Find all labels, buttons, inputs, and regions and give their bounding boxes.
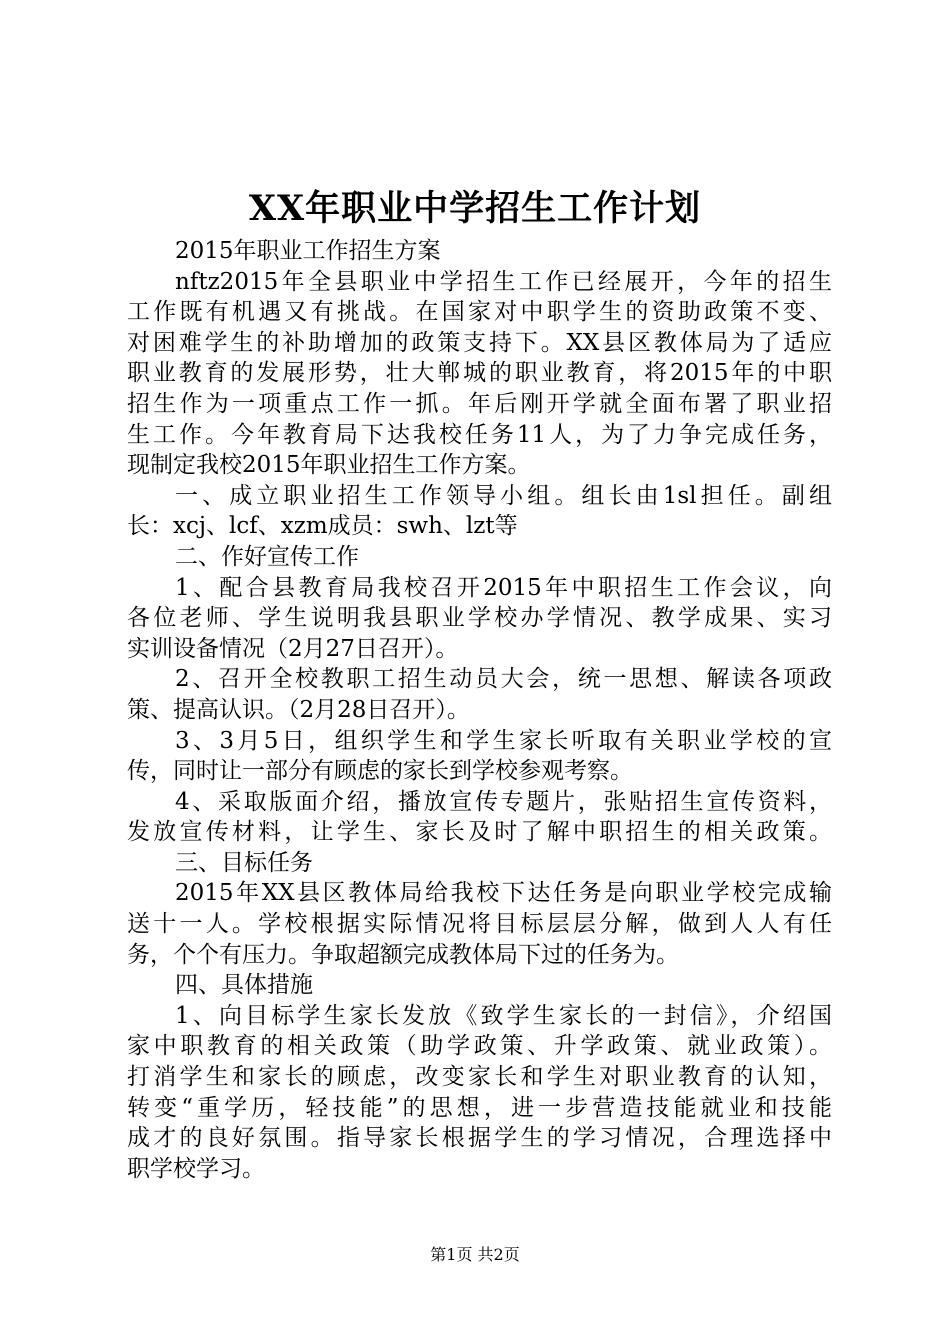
text-line: 2015年职业工作招生方案 bbox=[175, 238, 441, 264]
text-line: nftz2015年全县职业中学招生工作已经展开，今年的招生 bbox=[175, 268, 832, 295]
text-line: 1、配合县教育局我校召开2015年中职招生工作会议，向 bbox=[175, 574, 832, 601]
text-line: 一、成立职业招生工作领导小组。组长由1sl担任。副组 bbox=[175, 482, 832, 509]
text-line: 成才的良好氛围。指导家长根据学生的学习情况，合理选择中 bbox=[127, 1125, 832, 1152]
text-line: 招生作为一项重点工作一抓。年后刚开学就全面布署了职业招 bbox=[127, 390, 832, 417]
document-body bbox=[127, 236, 832, 1184]
text-line: 长：xcj、lcf、xzm成员：swh、lzt等 bbox=[127, 513, 518, 540]
text-line: 二、作好宣传工作 bbox=[175, 543, 359, 570]
text-line: 转变“重学历，轻技能”的思想，进一步营造技能就业和技能 bbox=[127, 1094, 832, 1121]
document-title: XX年职业中学招生工作计划 bbox=[248, 188, 702, 229]
text-line: 实训设备情况（2月27日召开）。 bbox=[127, 635, 459, 662]
text-line: 发放宣传材料，让学生、家长及时了解中职招生的相关政策。 bbox=[127, 819, 832, 846]
page-footer: 第1页 共2页 bbox=[430, 1245, 520, 1264]
text-line: 送十一人。学校根据实际情况将目标层层分解，做到人人有任 bbox=[127, 911, 832, 938]
text-line: 生工作。今年教育局下达我校任务11人，为了力争完成任务， bbox=[127, 421, 832, 448]
text-line: 4、采取版面介绍，播放宣传专题片，张贴招生宣传资料， bbox=[175, 788, 832, 815]
text-line: 三、目标任务 bbox=[175, 849, 313, 876]
text-line: 四、具体措施 bbox=[175, 972, 313, 999]
text-line: 1、向目标学生家长发放《致学生家长的一封信》，介绍国 bbox=[175, 1002, 832, 1029]
text-line: 家中职教育的相关政策（助学政策、升学政策、就业政策）。 bbox=[127, 1033, 832, 1060]
text-line: 各位老师、学生说明我县职业学校办学情况、教学成果、实习 bbox=[127, 605, 832, 632]
text-line: 务，个个有压力。争取超额完成教体局下过的任务为。 bbox=[127, 941, 679, 968]
text-line: 对困难学生的补助增加的政策支持下。XX县区教体局为了适应 bbox=[127, 329, 832, 356]
text-line: 2015年XX县区教体局给我校下达任务是向职业学校完成输 bbox=[175, 880, 832, 907]
text-line: 传，同时让一部分有顾虑的家长到学校参观考察。 bbox=[127, 758, 633, 785]
text-line: 职学校学习。 bbox=[127, 1155, 265, 1182]
text-line: 3、3月5日，组织学生和学生家长听取有关职业学校的宣 bbox=[175, 727, 832, 754]
text-line: 工作既有机遇又有挑战。在国家对中职学生的资助政策不变、 bbox=[127, 299, 832, 326]
text-line: 策、提高认识。（2月28日召开）。 bbox=[127, 696, 470, 723]
text-line: 职业教育的发展形势，壮大郸城的职业教育，将2015年的中职 bbox=[127, 360, 832, 387]
text-line: 打消学生和家长的顾虑，改变家长和学生对职业教育的认知， bbox=[127, 1064, 832, 1091]
text-line: 2、召开全校教职工招生动员大会，统一思想、解读各项政 bbox=[175, 666, 832, 693]
text-line: 现制定我校2015年职业招生工作方案。 bbox=[127, 452, 531, 479]
